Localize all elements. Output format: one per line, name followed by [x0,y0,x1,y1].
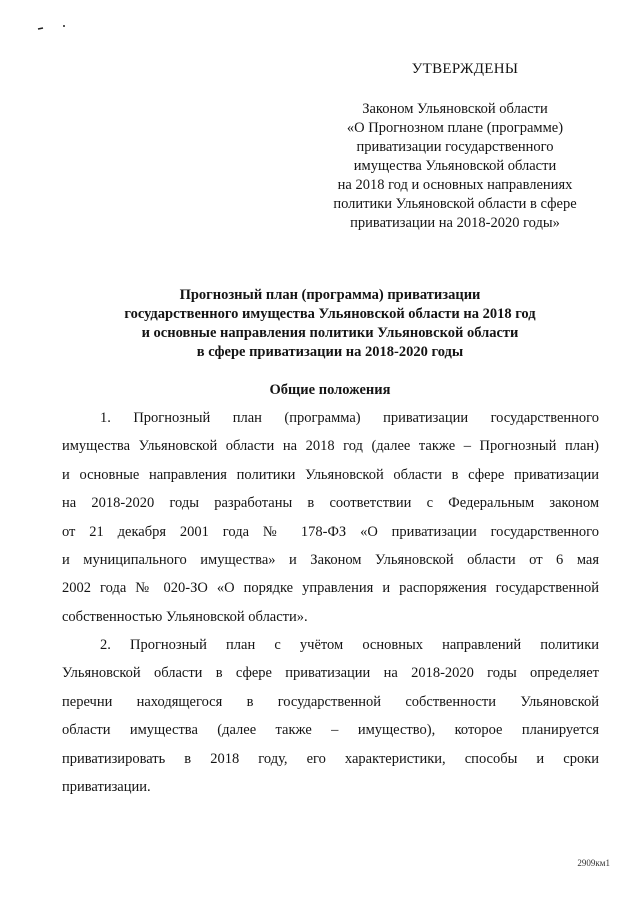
paragraph-line: области имущества (далее также – имущество), которое планируется [62,722,599,739]
title-line: государственного имущества Ульяновской области на 2018 год [124,306,536,322]
paragraph-line: 2. Прогнозный план с учётом основных направлений политики [100,637,599,653]
paragraph-line: перечни находящегося в государственной собственности Ульяновской [62,693,599,710]
approval-line: приватизации государственного [356,139,554,155]
paragraph-line: Ульяновской области в сфере приватизации на 2018-2020 годы определяет [62,665,599,682]
paragraph-2 [62,631,599,801]
approval-line: политики Ульяновской области в сфере [333,196,577,212]
paragraph-line: приватизировать в 2018 году, его характеристики, способы и сроки [62,750,599,767]
section-heading: Общие положения [269,382,391,398]
approval-block [300,60,610,233]
paragraph-line: приватизации. [62,778,151,795]
paragraph-line: и основные направления политики Ульяновской области в сфере приватизации [62,466,599,483]
approval-line: на 2018 год и основных направлениях [337,177,573,193]
approval-line: приватизации на 2018-2020 годы» [350,215,560,231]
footer-code: 2909км1 [577,858,610,868]
paragraph-1 [62,404,599,631]
document-title [60,286,600,362]
paragraph-line: имущества Ульяновской области на 2018 год (далее также – Прогнозный план) [62,438,599,455]
paragraph-line: 2002 года № 020-ЗО «О порядке управления и распоряжения государственной [62,580,599,597]
paragraph-line: и муниципального имущества» и Законом Ульяновской области от 6 мая [62,551,599,568]
title-line: в сфере приватизации на 2018-2020 годы [196,344,464,360]
approval-line: Законом Ульяновской области [362,101,548,117]
approval-heading: УТВЕРЖДЕНЫ [411,61,519,77]
approval-line: имущества Ульяновской области [353,158,557,174]
approval-line: «О Прогнозном плане (программе) [346,120,564,136]
paragraph-line: от 21 декабря 2001 года № 178-ФЗ «О приватизации государственного [62,523,599,540]
scan-mark [36,22,76,32]
title-line: Прогнозный план (программа) приватизации [179,287,481,303]
title-line: и основные направления политики Ульяновской области [141,325,519,341]
paragraph-line: собственностью Ульяновской области». [62,608,308,625]
paragraph-line: 1. Прогнозный план (программа) приватизации государственного [100,410,599,426]
paragraph-line: на 2018-2020 годы разработаны в соответствии с Федеральным законом [62,495,599,512]
